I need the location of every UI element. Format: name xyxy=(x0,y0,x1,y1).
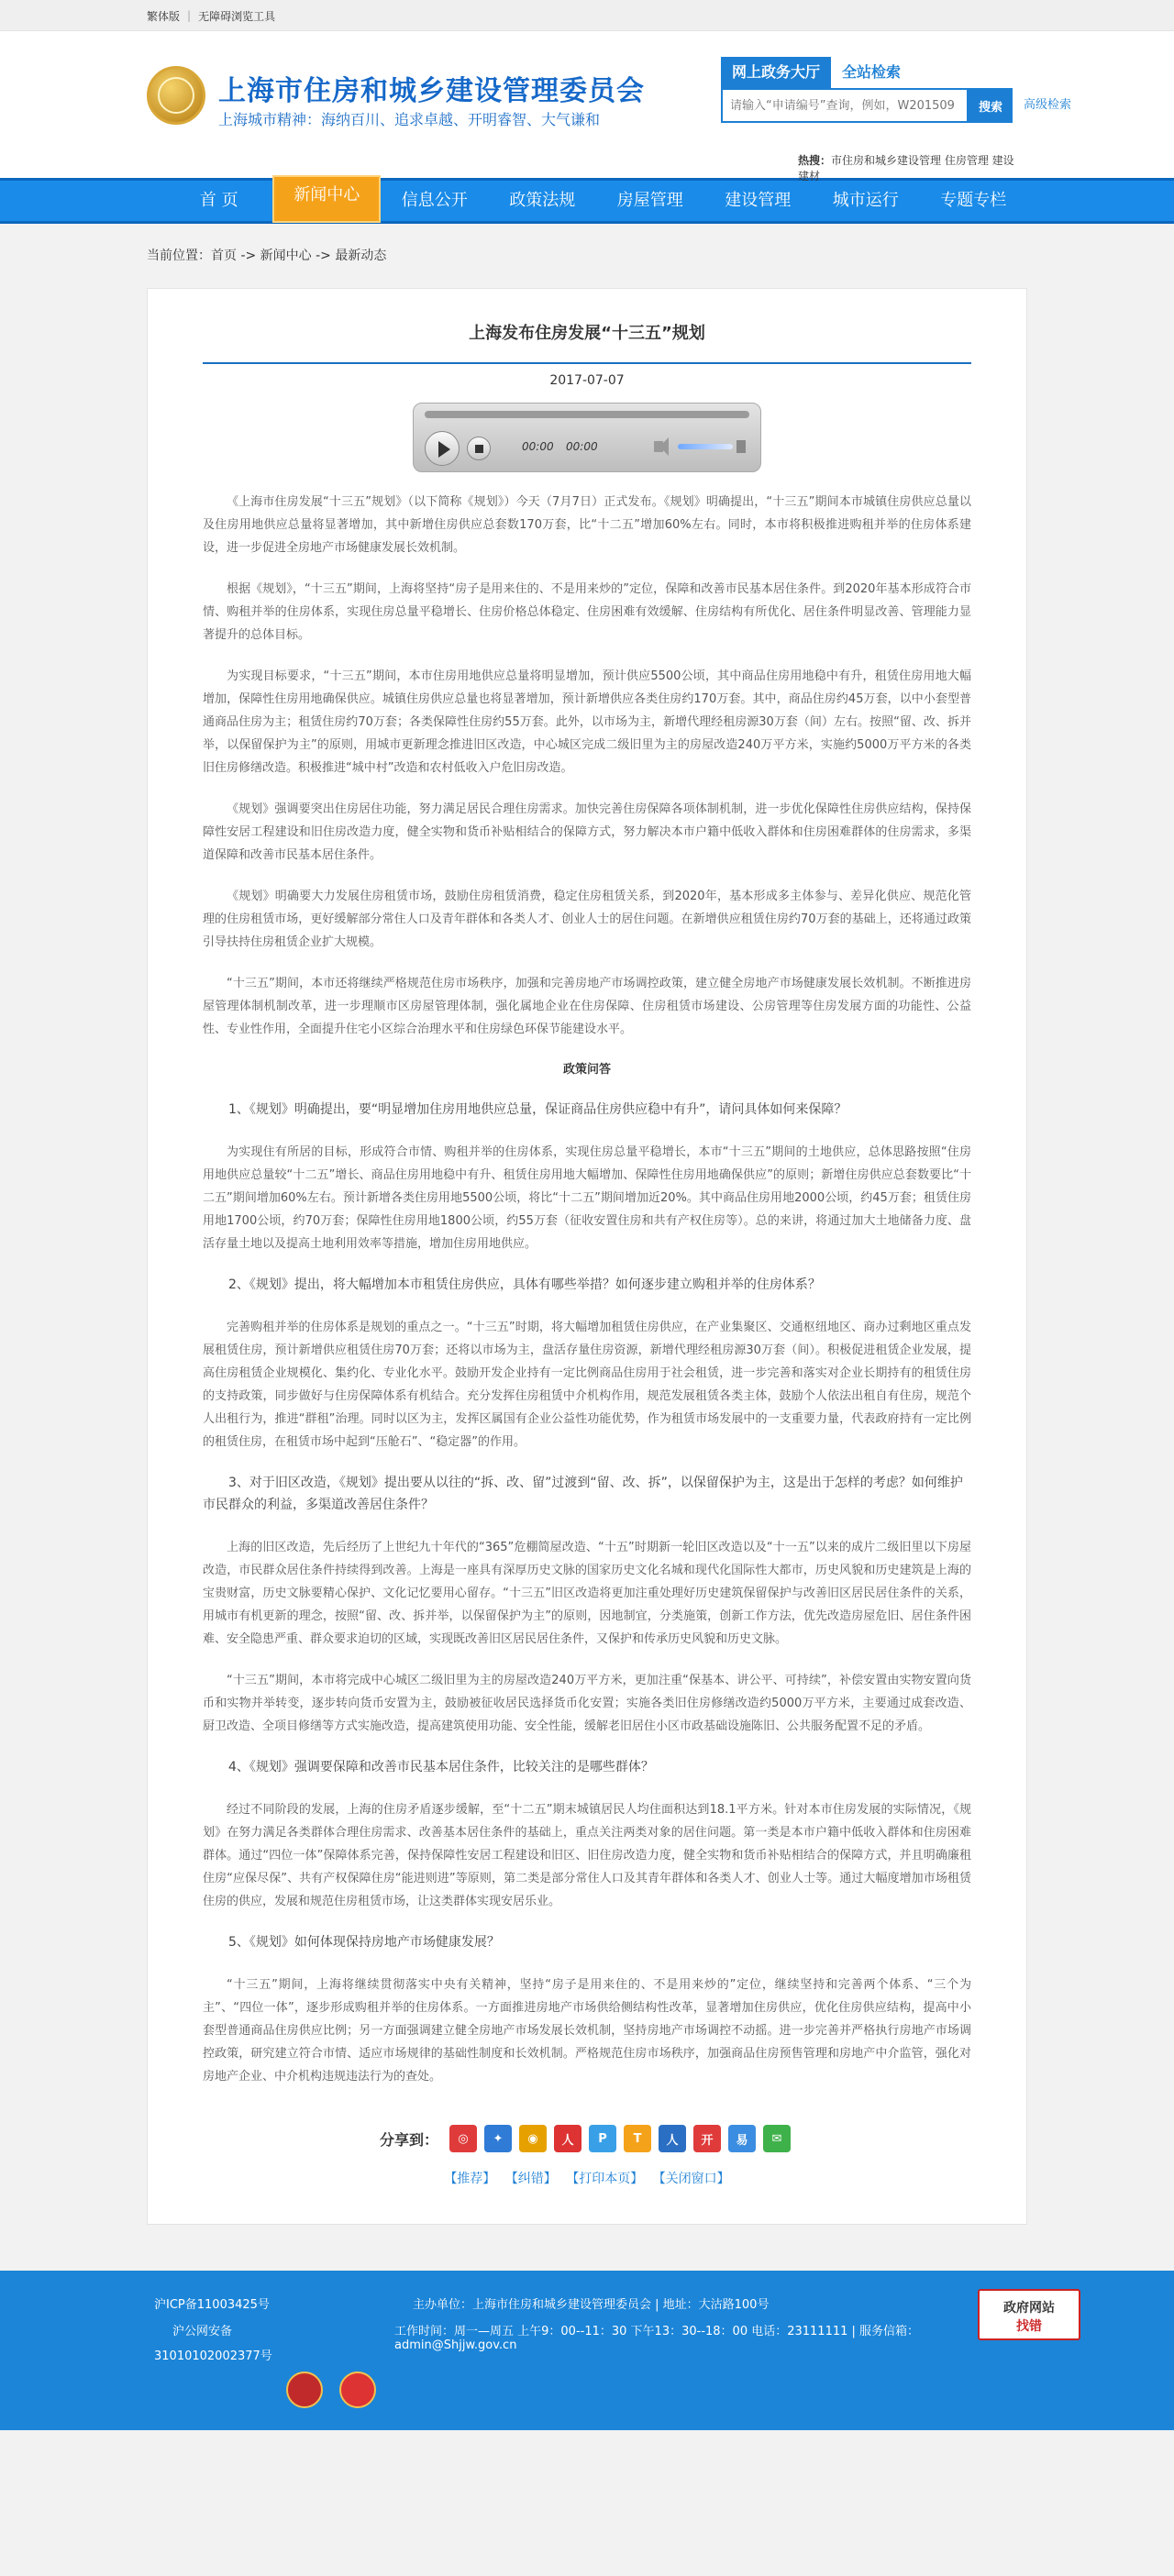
nav-info-disclosure[interactable]: 信息公开 xyxy=(401,191,468,210)
icp-number[interactable]: 沪ICP备11003425号 xyxy=(154,2298,270,2312)
gov-site-error-report-button[interactable] xyxy=(978,2289,1080,2340)
contact-info: 工作时间：周一—周五 上午9：00--11：30 下午13：30--18：00 电话：23111111 | 服务信箱：admin@Shjjw.gov.cn xyxy=(394,2325,920,2352)
share-bar xyxy=(203,2125,971,2152)
article-paragraph: 《规划》强调要突出住房居住功能，努力满足居民合理住房需求。加快完善住房保障各项体制机制，进一步优化保障性住房供应结构，保持保障性安居工程建设和旧住房改造力度，健全实物和货币补贴相结合的保障方式，努力解决本市户籍中低收入群体和住房困难群体的住房需求，多渠道保障和改善市民基本居住条件。 xyxy=(203,802,971,862)
play-icon[interactable] xyxy=(425,431,460,466)
article-title: 上海发布住房发展“十三五”规划 xyxy=(203,316,971,364)
nav-construction[interactable]: 建设管理 xyxy=(725,191,792,210)
tencent-weibo-icon[interactable]: ✦ xyxy=(484,2125,512,2152)
nav-special-topics[interactable]: 专题专栏 xyxy=(940,191,1007,210)
search-button[interactable]: 搜索 xyxy=(969,88,1013,123)
qa-answer: “十三五”期间，上海将继续贯彻落实中央有关精神，坚持“房子是用来住的、不是用来炒的”定位，继续坚持和完善两个体系、“三个为主”、“四位一体”，逐步形成购租并举的住房体系。一方面推进房地产市场供给侧结构性改革，显著增加住房供应，优化住房供应结构，提高中小套型普通商品住房供应比例；另一方面强调建立健全房地产市场发展长效机制，坚持房地产市场调控不动摇。进一步完善并严格执行房地产市场调控政策，研究建立符合市情、适应市场规律的基础性制度和长效机制。严格规范住房市场秩序，加强商品住房预售管理和房地产中介监管，强化对房地产企业、中介机构违规违法行为的查处。 xyxy=(203,1978,971,2084)
city-motto: 上海城市精神：海纳百川、追求卓越、开明睿智、大气谦和 xyxy=(218,111,601,128)
traditional-chinese-link[interactable]: 繁体版 xyxy=(147,9,181,23)
article-paragraph: 根据《规划》，“十三五”期间，上海将坚持“房子是用来住的、不是用来炒的”定位，保障和改善市民基本居住条件。到2020年基本形成符合市情、购租并举的住房体系，实现住房总量平稳增长、住房价格总体稳定、住房困难有效缓解、住房结构有所优化、居住条件明显改善、管理能力显著提升的总体目标。 xyxy=(203,582,971,642)
police-emblem-icon[interactable] xyxy=(339,2371,376,2408)
progress-bar[interactable] xyxy=(425,411,749,418)
wechat-icon[interactable]: ✉ xyxy=(763,2125,791,2152)
qa-question: 1、《规划》明确提出，要“明显增加住房用地供应总量，保证商品住房供应稳中有升”，请问具体如何来保障？ xyxy=(228,1102,847,1117)
recommend-link[interactable]: 【推荐】 xyxy=(444,2172,496,2186)
tab-site-search[interactable]: 全站检索 xyxy=(842,63,902,81)
qa-answer: 经过不同阶段的发展，上海的住房矛盾逐步缓解，至“十二五”期末城镇居民人均住面积达到18.1平方米。针对本市住房发展的实际情况，《规划》在努力满足各类群体合理住房需求、改善基本居住条件的基础上，重点关注两类对象的居住问题。第一类是本市户籍中低收入群体和住房困难群体。通过“四位一体”保障体系完善，保持保障性安居工程建设和旧区、旧住房改造力度，健全实物和货币补贴相结合的保障方式，并且明确廉租住房“应保尽保”、共有产权保障住房“能进则进”等原则，第二类是部分常住人口及其青年群体和各类人才、创业人士等。通过大幅度增加市场租赁住房的供应，发展和规范住房租赁市场，让这类群体实现安居乐业。 xyxy=(203,1803,971,1908)
article-card xyxy=(147,288,1027,2225)
article-actions xyxy=(203,2169,971,2187)
qa-question: 2、《规划》提出，将大幅增加本市租赁住房供应，具体有哪些举措？如何逐步建立购租并举的住房体系？ xyxy=(228,1277,821,1292)
hot-search-words[interactable]: 市住房和城乡建设管理 住房管理 建设 建材 xyxy=(798,154,1014,182)
tianya-icon[interactable]: T xyxy=(624,2125,651,2152)
renren-icon[interactable]: 人 xyxy=(554,2125,581,2152)
article-paragraph: 《上海市住房发展“十三五”规划》（以下简称《规划》）今天（7月7日）正式发布。《规划》明确提出，“十三五”期间本市城镇住房供应总量以及住房用地供应总量将显著增加，其中新增住房供应总套数170万套，比“十二五”增加60%左右。同时，本市将积极推进购租并举的住房体系建设，进一步促进全房地产市场健康发展长效机制。 xyxy=(203,495,971,555)
total-time: 00:00 xyxy=(566,440,598,453)
print-link[interactable]: 【打印本页】 xyxy=(566,2172,644,2186)
top-strip xyxy=(0,0,1174,31)
nav-policies[interactable]: 政策法规 xyxy=(509,191,576,210)
error-box-line2: 找错 xyxy=(1016,2319,1042,2334)
netease-icon[interactable]: 易 xyxy=(728,2125,756,2152)
party-emblem-icon[interactable] xyxy=(286,2371,323,2408)
search-area xyxy=(721,57,1088,123)
qa-answer: “十三五”期间，本市将完成中心城区二级旧里为主的房屋改造240万平方米，更加注重“保基本、讲公平、可持续”，补偿安置由实物安置向货币和实物并举转变，逐步转向货币安置为主，鼓励被征收居民选择货币化安置；实施各类旧住房修缮改造约5000万平方米，主要通过成套改造、厨卫改造、全项目修缮等方式实施改造，提高建筑使用功能、安全性能，缓解老旧居住小区市政基础设施陈旧、公共服务配置不足的矛盾。 xyxy=(203,1674,971,1733)
site-title[interactable]: 上海市住房和城乡建设管理委员会 xyxy=(218,75,645,107)
article-paragraph: 《规划》明确要大力发展住房租赁市场，鼓励住房租赁消费，稳定住房租赁关系，到2020年，基本形成多主体参与、差异化供应、规范化管理的住房租赁市场，更好缓解部分常住人口及青年群体和各类人才、创业人士的居住问题。在新增供应租赁住房约70万套的基础上，还将通过政策引导扶持住房租赁企业扩大规模。 xyxy=(203,890,971,949)
nav-city-operation[interactable]: 城市运行 xyxy=(832,191,899,210)
hot-search xyxy=(798,152,1027,183)
qzone-icon[interactable]: ◎ xyxy=(449,2125,477,2152)
stop-icon[interactable] xyxy=(467,437,491,460)
volume-max-icon[interactable] xyxy=(737,440,746,453)
current-time: 00:00 xyxy=(522,440,554,453)
tab-online-services[interactable]: 网上政务大厅 xyxy=(721,57,831,88)
report-error-link[interactable]: 【纠错】 xyxy=(504,2172,557,2186)
hot-search-label: 热搜： xyxy=(798,154,832,167)
host-info: 主办单位：上海市住房和城乡建设管理委员会 | 地址：大沽路100号 xyxy=(413,2298,770,2312)
divider: | xyxy=(187,9,192,22)
qa-answer: 上海的旧区改造，先后经历了上世纪九十年代的“365”危棚简屋改造、“十五”时期新一轮旧区改造以及“十一五”以来的成片二级旧里以下房屋改造，市民群众居住条件持续得到改善。上海是一座具有深厚历史文脉的国家历史文化名城和现代化国际性大都市，历史风貌和历史建筑是上海的宝贵财富，历史文脉要精心保护、文化记忆要用心留存。“十三五”旧区改造将更加注重处理好历史建筑保留保护与改善旧区居民居住条件的关系，用城市有机更新的理念，按照“留、改、拆并举，以保留保护为主”的原则，因地制宜，分类施策，创新工作方法，优先改造房屋危旧、居住条件困难、安全隐患严重、群众要求迫切的区域，实现既改善旧区居民居住条件，又保护和传承历史风貌和历史文脉。 xyxy=(203,1541,971,1646)
qa-question: 5、《规划》如何体现保持房地产市场健康发展？ xyxy=(228,1935,500,1950)
error-box-line1: 政府网站 xyxy=(1003,2301,1055,2316)
site-header xyxy=(0,31,1174,182)
qa-heading: 政策问答 xyxy=(562,1063,611,1077)
article-paragraph: 为实现目标要求，“十三五”期间，本市住房用地供应总量将明显增加，预计供应5500公顷，其中商品住房用地稳中有升，租赁住房用地大幅增加，保障性住房用地确保供应。城镇住房供应总量也将显著增加，预计新增供应各类住房约170万套。其中，商品住房约45万套，以中小套型普通商品住房为主；租赁住房约70万套；各类保障性住房约55万套。此外，以市场为主，新增代理经租房源30万套（间）左右。按照“留、改、拆并举，以保留保护为主”的原则，用城市更新理念推进旧区改造，中心城区完成二级旧里为主的房屋改造240万平方米，实施约5000万平方米的各类旧住房修缮改造。积极推进“城中村”改造和农村低收入户危旧房改造。 xyxy=(203,669,971,775)
advanced-search-link[interactable]: 高级检索 xyxy=(1024,98,1072,112)
police-record-number[interactable]: 31010102002377号 xyxy=(154,2349,272,2363)
pengyou-icon[interactable]: P xyxy=(589,2125,616,2152)
kaixin-icon[interactable]: 开 xyxy=(693,2125,721,2152)
nav-home[interactable]: 首 页 xyxy=(199,191,238,210)
accessibility-link[interactable]: 无障碍浏览工具 xyxy=(198,9,276,23)
qa-answer: 完善购租并举的住房体系是规划的重点之一。“十三五”时期，将大幅增加租赁住房供应，在产业集聚区、交通枢纽地区、商办过剩地区重点发展租赁住房，预计新增供应租赁住房70万套；还将以市场为主，盘活存量住房资源，新增代理经租房源30万套（间）。积极促进租赁企业发展，提高住房租赁企业规模化、集约化、专业化水平。鼓励开发企业持有一定比例商品住房用于社会租赁，进一步完善和落实对企业长期持有的租赁住房的支持政策，同步做好与住房保障体系有机结合。充分发挥住房租赁中介机构作用，规范发展租赁各类主体，鼓励个人依法出租自有住房，规范个人出租行为，推进“群租”治理。同时以区为主，发挥区属国有企业公益性功能优势，作为租赁市场发展中的一支重要力量，代表政府持有一定比例的租赁住房，在租赁市场中起到“压舱石”、“稳定器”的作用。 xyxy=(203,1321,971,1449)
sina-weibo-icon[interactable]: ◉ xyxy=(519,2125,547,2152)
volume-slider[interactable] xyxy=(678,444,733,449)
share-label: 分享到： xyxy=(379,2130,438,2149)
close-window-link[interactable]: 【关闭窗口】 xyxy=(652,2172,730,2186)
article-paragraph: “十三五”期间，本市还将继续严格规范住房市场秩序，加强和完善房地产市场调控政策，建立健全房地产市场健康发展长效机制。不断推进房屋管理体制机制改革，进一步理顺市区房屋管理体制，强化属地企业在住房保障、住房租赁市场建设、公房管理等住房发展方面的功能性、公益性、专业性作用，全面提升住宅小区综合治理水平和住房绿色环保节能建设水平。 xyxy=(203,977,971,1036)
police-record: 沪公网安备 xyxy=(172,2325,233,2338)
nav-housing[interactable]: 房屋管理 xyxy=(616,191,683,210)
qa-question: 4、《规划》强调要保障和改善市民基本居住条件，比较关注的是哪些群体？ xyxy=(228,1760,654,1774)
article-date: 2017-07-07 xyxy=(549,373,625,388)
qa-answer: 为实现住有所居的目标，形成符合市情、购租并举的住房体系，实现住房总量平稳增长，本市“十三五”期间的土地供应，总体思路按照“住房用地供应总量较“十二五”增长、商品住房用地稳中有升、租赁住房用地大幅增加、保障性住房用地确保供应”的原则；新增住房供应总套数要比“十二五”期间增加60%左右。预计新增各类住房用地5500公顷，将比“十二五”期间增加近20%。其中商品住房用地2000公顷，约45万套；租赁住房用地1700公顷，约70万套；保障性住房用地1800公顷，约55万套（征收安置住房和共有产权住房等）。总的来讲，将通过加大土地储备力度、盘活存量土地以及提高土地利用效率等措施，增加住房用地供应。 xyxy=(203,1145,971,1251)
volume-icon[interactable] xyxy=(654,441,663,452)
main-nav xyxy=(0,178,1174,224)
search-input[interactable] xyxy=(721,88,969,123)
breadcrumb[interactable]: 当前位置：首页 -> 新闻中心 -> 最新动态 xyxy=(147,249,387,263)
emblem-logo-icon[interactable] xyxy=(147,66,205,125)
nav-news-center[interactable]: 新闻中心 xyxy=(272,175,381,223)
qa-question: 3、对于旧区改造，《规划》提出要从以往的“拆、改、留”过渡到“留、改、拆”，以保留保护为主，这是出于怎样的考虑？如何维护市民群众的利益，多渠道改善居住条件？ xyxy=(203,1476,963,1512)
people-icon[interactable]: 人 xyxy=(659,2125,686,2152)
site-footer xyxy=(0,2271,1174,2430)
audio-player xyxy=(413,403,761,472)
